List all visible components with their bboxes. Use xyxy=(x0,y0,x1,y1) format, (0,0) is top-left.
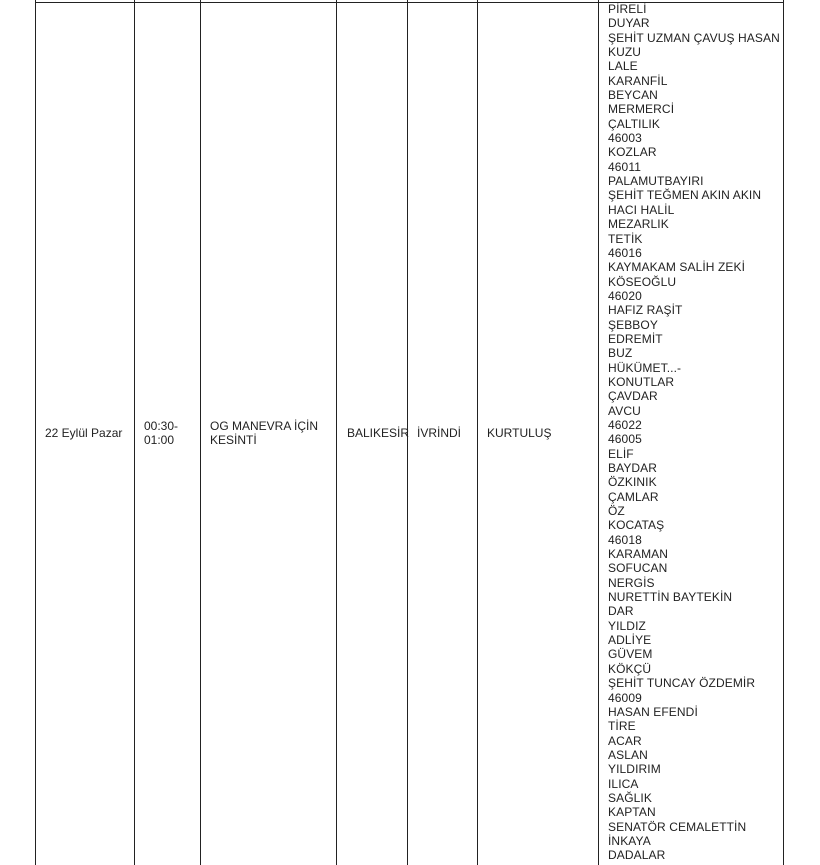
street-item: ÇAMLAR xyxy=(608,489,659,504)
street-item: SOFUCAN xyxy=(608,561,668,576)
street-item: ÇAVDAR xyxy=(608,389,658,404)
street-item: AVCU xyxy=(608,403,641,418)
col-border xyxy=(598,0,599,865)
street-item: 46022 xyxy=(608,417,642,432)
time-cell-wrap xyxy=(134,0,184,865)
street-item: PALAMUTBAYIRI xyxy=(608,174,704,189)
street-item: NURETTİN BAYTEKİN xyxy=(608,590,733,605)
time-cell: 00:30-01:00 xyxy=(144,418,179,447)
street-item: NERGİS xyxy=(608,575,655,590)
street-item: PİRELİ xyxy=(608,2,647,16)
district-cell-wrap xyxy=(407,0,477,865)
street-item: KARANFİL xyxy=(608,73,668,88)
street-item: ÇALTILIK xyxy=(608,116,660,131)
province-cell-wrap xyxy=(336,0,408,865)
street-item: BAYDAR xyxy=(608,461,658,475)
street-item: EDREMİT xyxy=(608,331,663,346)
street-item: YILDIZ xyxy=(608,618,646,633)
street-item: İNKAYA xyxy=(608,833,651,848)
street-item: LALE xyxy=(608,59,638,74)
street-item: ADLİYE xyxy=(608,633,652,648)
street-item: 46020 xyxy=(608,288,642,303)
street-item: KONUTLAR xyxy=(608,374,675,389)
province-cell: BALIKESİR xyxy=(347,425,410,440)
street-item: DUYAR xyxy=(608,16,650,31)
street-item: KÖSEOĞLU xyxy=(608,274,677,289)
street-item: HACI HALİL xyxy=(608,202,675,217)
street-item: 46009 xyxy=(608,690,642,705)
street-item: 46016 xyxy=(608,245,642,260)
street-item: KÖKÇÜ xyxy=(608,661,652,676)
street-item: SAĞLIK xyxy=(608,790,652,805)
street-item: 46005 xyxy=(608,432,642,447)
streets-cell xyxy=(608,2,784,863)
street-item: ŞEHİT UZMAN ÇAVUŞ HASAN xyxy=(608,30,780,45)
table-row xyxy=(35,0,134,865)
street-item: DADALAR xyxy=(608,848,666,863)
street-item: HAFIZ RAŞİT xyxy=(608,303,683,318)
street-item: TİRE xyxy=(608,719,636,734)
street-item: ÖZKINIK xyxy=(608,475,657,490)
street-item: YILDIRIM xyxy=(608,762,661,777)
reason-cell: OG MANEVRA İÇİN KESİNTİ xyxy=(210,418,319,447)
street-item: HÜKÜMET...- xyxy=(608,360,682,375)
neighborhood-cell: KURTULUŞ xyxy=(487,425,552,440)
street-item: SENATÖR CEMALETTİN xyxy=(608,819,747,834)
street-item: MERMERCİ xyxy=(608,102,675,117)
street-item: HASAN EFENDİ xyxy=(608,704,698,719)
street-item: GÜVEM xyxy=(608,647,653,662)
street-item: 46011 xyxy=(608,159,641,174)
street-item: ELİF xyxy=(608,446,634,461)
street-item: KOCATAŞ xyxy=(608,518,665,533)
street-item: 46018 xyxy=(608,532,642,547)
street-item: BEYCAN xyxy=(608,88,658,103)
street-item: ŞEHİT TEĞMEN AKIN AKIN xyxy=(608,188,762,203)
street-item: ŞEBBOY xyxy=(608,317,658,332)
street-item: DAR xyxy=(608,604,634,619)
reason-cell-wrap xyxy=(200,0,330,865)
neighborhood-cell-wrap xyxy=(477,0,598,865)
street-item: KARAMAN xyxy=(608,547,669,562)
street-item: KAPTAN xyxy=(608,805,656,820)
street-item: ŞEHİT TUNCAY ÖZDEMİR xyxy=(608,676,756,691)
street-item: TETİK xyxy=(608,231,643,246)
street-item: ACAR xyxy=(608,733,642,748)
street-item: KUZU xyxy=(608,45,642,60)
street-item: 46003 xyxy=(608,131,642,146)
date-cell: 22 Eylül Pazar xyxy=(45,425,123,440)
district-cell: İVRİNDİ xyxy=(417,425,462,440)
street-item: ILICA xyxy=(608,776,639,791)
street-item: KAYMAKAM SALİH ZEKİ xyxy=(608,260,746,275)
street-item: ÖZ xyxy=(608,504,625,519)
street-item: BUZ xyxy=(608,346,633,361)
street-item: ASLAN xyxy=(608,747,648,762)
street-item: MEZARLIK xyxy=(608,217,669,232)
street-item: KOZLAR xyxy=(608,145,657,160)
